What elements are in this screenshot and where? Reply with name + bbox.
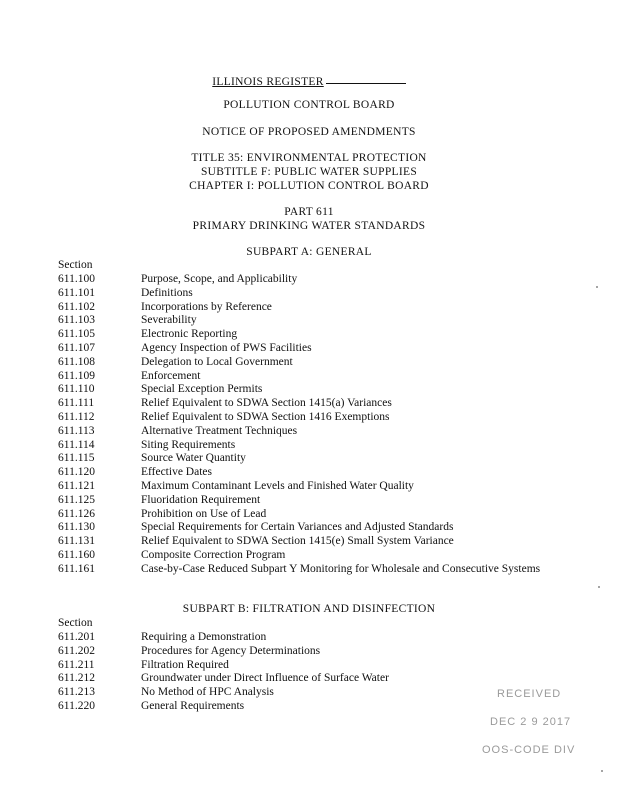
section-number: 611.113 [58,424,95,437]
section-number: 611.130 [58,521,95,534]
section-title: Effective Dates [141,466,212,479]
section-title: Special Requirements for Certain Variances and Adjusted Standards [141,521,454,534]
scan-speck [598,586,600,588]
section-number: 611.160 [58,549,95,561]
section-number: 611.109 [58,369,95,382]
section-title: General Requirements [141,700,245,712]
section-title: Definitions [141,286,193,299]
section-title: Fluoridation Requirement [141,493,261,506]
section-title: Delegation to Local Government [141,355,293,368]
section-title: Procedures for Agency Determinations [141,644,321,657]
section-number: 611.101 [58,286,95,299]
section-title: Incorporations by Reference [141,300,272,313]
section-number: 611.108 [58,355,95,368]
office-stamp: OOS-CODE DIV [482,744,576,756]
section-number: 611.220 [58,700,95,712]
subpart-a-section-label: Section [58,259,93,271]
section-title: Agency Inspection of PWS Facilities [141,342,312,354]
section-number: 611.202 [58,644,95,657]
subtitle-line: SUBTITLE F: PUBLIC WATER SUPPLIES [200,166,418,178]
section-number: 611.212 [58,672,95,685]
section-title: Alternative Treatment Techniques [141,424,298,437]
section-number: 611.100 [58,273,95,285]
section-title: Filtration Required [141,658,229,671]
section-title: Requiring a Demonstration [141,631,267,643]
section-number: 611.103 [58,314,95,327]
section-number: 611.111 [58,397,95,410]
received-date-stamp: DEC 2 9 2017 [490,716,572,728]
section-title: Prohibition on Use of Lead [141,507,267,520]
section-number: 611.102 [58,300,95,313]
section-title: Case-by-Case Reduced Subpart Y Monitoring for Wholesale and Consecutive Systems [141,562,541,575]
agency-name: POLLUTION CONTROL BOARD [223,99,395,111]
section-number: 611.126 [58,507,95,520]
title-line: TITLE 35: ENVIRONMENTAL PROTECTION [191,152,427,164]
subpart-a-heading: SUBPART A: GENERAL [246,246,372,258]
section-number: 611.161 [58,562,95,575]
register-header [0,72,618,90]
section-title: Electronic Reporting [141,328,238,341]
section-title: Groundwater under Direct Influence of Surface Water [141,672,389,685]
section-number: 611.115 [58,452,95,465]
received-stamp: RECEIVED [497,688,562,700]
section-title: Source Water Quantity [141,452,246,465]
section-number: 611.211 [58,658,95,671]
header-rule [326,83,406,84]
section-title: Special Exception Permits [141,383,263,396]
scan-speck [596,286,598,288]
section-number: 611.112 [58,411,95,423]
part-name: PRIMARY DRINKING WATER STANDARDS [192,220,426,232]
section-title: Maximum Contaminant Levels and Finished Water Quality [141,480,414,492]
section-title: Severability [141,314,197,327]
section-title: No Method of HPC Analysis [141,686,274,699]
section-title: Relief Equivalent to SDWA Section 1416 Exemptions [141,411,390,423]
section-number: 611.114 [58,438,95,451]
section-number: 611.201 [58,631,95,643]
section-title: Composite Correction Program [141,549,286,561]
subpart-b-section-label: Section [58,617,93,629]
section-title: Purpose, Scope, and Applicability [141,273,298,285]
register-title: ILLINOIS REGISTER [212,76,324,88]
section-number: 611.110 [58,383,95,396]
section-title: Siting Requirements [141,438,236,451]
section-number: 611.213 [58,686,95,699]
section-number: 611.105 [58,328,95,341]
section-title: Enforcement [141,369,201,382]
section-number: 611.121 [58,480,95,492]
section-number: 611.131 [58,535,95,548]
section-title: Relief Equivalent to SDWA Section 1415(e) Small System Variance [141,535,454,548]
section-number: 611.120 [58,466,95,479]
section-number: 611.125 [58,493,95,506]
notice-heading: NOTICE OF PROPOSED AMENDMENTS [202,126,416,138]
scan-speck [601,770,603,772]
section-title: Relief Equivalent to SDWA Section 1415(a) Variances [141,397,392,410]
section-number: 611.107 [58,342,95,354]
chapter-line: CHAPTER I: POLLUTION CONTROL BOARD [189,180,429,192]
part-number: PART 611 [284,206,334,218]
subpart-b-heading: SUBPART B: FILTRATION AND DISINFECTION [182,603,436,615]
